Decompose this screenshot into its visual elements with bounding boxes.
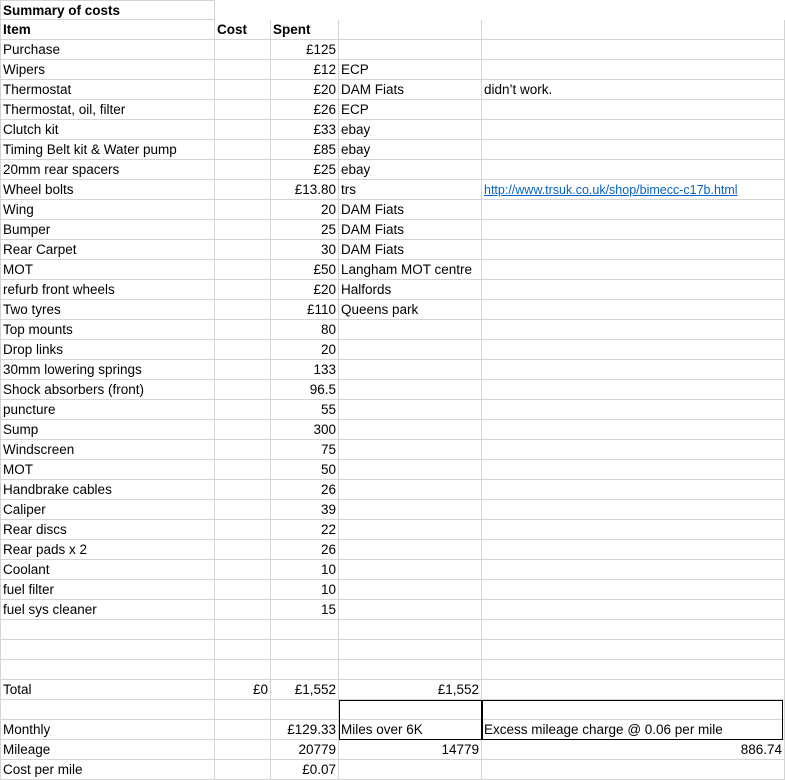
item-cell[interactable]: puncture (0, 400, 215, 420)
supplier-cell[interactable]: DAM Fiats (339, 80, 482, 100)
header-item[interactable]: Item (0, 20, 215, 40)
item-cell[interactable] (0, 620, 215, 640)
cost-cell[interactable] (215, 580, 271, 600)
item-cell[interactable]: MOT (0, 260, 215, 280)
table-row (0, 120, 785, 140)
supplier-cell[interactable] (339, 400, 482, 420)
note-cell[interactable] (482, 680, 785, 700)
table-row (0, 260, 785, 280)
table-row (0, 360, 785, 380)
note-cell[interactable] (482, 760, 785, 780)
item-cell[interactable]: Drop links (0, 340, 215, 360)
table-row (0, 180, 785, 200)
supplier-cell[interactable] (339, 660, 482, 680)
note-cell[interactable] (482, 480, 785, 500)
note-cell[interactable] (482, 400, 785, 420)
note-cell[interactable] (482, 260, 785, 280)
header-row (0, 20, 785, 40)
note-cell[interactable] (482, 620, 785, 640)
supplier-cell[interactable] (339, 600, 482, 620)
item-cell[interactable]: Clutch kit (0, 120, 215, 140)
supplier-cell[interactable]: Queens park (339, 300, 482, 320)
item-cell[interactable]: Total (0, 680, 215, 700)
table-row (0, 700, 785, 720)
cost-cell[interactable] (215, 60, 271, 80)
item-cell[interactable] (0, 660, 215, 680)
spent-cell[interactable] (271, 700, 339, 720)
note-cell[interactable] (482, 560, 785, 580)
spent-cell[interactable]: 133 (271, 360, 339, 380)
note-cell[interactable] (482, 580, 785, 600)
table-row (0, 620, 785, 640)
table-row (0, 460, 785, 480)
note-cell[interactable] (482, 420, 785, 440)
supplier-cell[interactable]: Langham MOT centre (339, 260, 482, 280)
spent-cell[interactable]: 20779 (271, 740, 339, 760)
note-cell[interactable] (482, 540, 785, 560)
item-cell[interactable]: Wipers (0, 60, 215, 80)
spent-cell[interactable]: £110 (271, 300, 339, 320)
table-row (0, 60, 785, 80)
table-row (0, 340, 785, 360)
table-row (0, 640, 785, 660)
table-row (0, 540, 785, 560)
table-row (0, 720, 785, 740)
cost-cell[interactable] (215, 560, 271, 580)
cost-cell[interactable] (215, 400, 271, 420)
table-row (0, 140, 785, 160)
item-cell[interactable]: Thermostat (0, 80, 215, 100)
note-cell[interactable] (482, 380, 785, 400)
spent-cell[interactable]: £125 (271, 40, 339, 60)
cost-cell[interactable] (215, 160, 271, 180)
table-row (0, 240, 785, 260)
title-cell[interactable]: Summary of costs (0, 0, 215, 20)
spent-cell[interactable]: 300 (271, 420, 339, 440)
cost-cell[interactable] (215, 500, 271, 520)
cost-cell[interactable] (215, 420, 271, 440)
cost-cell[interactable] (215, 140, 271, 160)
cost-cell[interactable] (215, 740, 271, 760)
cost-cell[interactable] (215, 600, 271, 620)
note-cell[interactable] (482, 640, 785, 660)
item-cell[interactable] (0, 700, 215, 720)
supplier-cell[interactable]: DAM Fiats (339, 200, 482, 220)
spent-cell[interactable]: £129.33 (271, 720, 339, 740)
item-cell[interactable]: Sump (0, 420, 215, 440)
supplier-cell[interactable] (339, 380, 482, 400)
supplier-cell[interactable]: ECP (339, 60, 482, 80)
table-row (0, 220, 785, 240)
note-cell[interactable] (482, 40, 785, 60)
cost-cell[interactable] (215, 200, 271, 220)
spent-cell[interactable]: 25 (271, 220, 339, 240)
spent-cell[interactable]: £20 (271, 80, 339, 100)
spent-cell[interactable]: 20 (271, 340, 339, 360)
item-cell[interactable]: Mileage (0, 740, 215, 760)
spent-cell[interactable]: 80 (271, 320, 339, 340)
note-cell[interactable] (482, 600, 785, 620)
table-row (0, 100, 785, 120)
note-cell[interactable] (482, 220, 785, 240)
cost-cell[interactable] (215, 280, 271, 300)
supplier-cell[interactable]: DAM Fiats (339, 240, 482, 260)
title-row (0, 0, 785, 20)
supplier-cell[interactable] (339, 420, 482, 440)
spent-cell[interactable]: 50 (271, 460, 339, 480)
note-cell[interactable] (482, 320, 785, 340)
table-row (0, 500, 785, 520)
item-cell[interactable] (0, 640, 215, 660)
cost-cell[interactable] (215, 540, 271, 560)
note-cell[interactable]: Excess mileage charge @ 0.06 per mile (482, 720, 785, 740)
spent-cell[interactable]: 20 (271, 200, 339, 220)
item-cell[interactable]: Purchase (0, 40, 215, 60)
supplier-cell[interactable] (339, 540, 482, 560)
note-cell[interactable] (482, 120, 785, 140)
cost-cell[interactable] (215, 640, 271, 660)
supplier-cell[interactable]: ebay (339, 160, 482, 180)
item-cell[interactable]: Windscreen (0, 440, 215, 460)
spent-cell[interactable] (271, 620, 339, 640)
supplier-cell[interactable]: £1,552 (339, 680, 482, 700)
table-row (0, 80, 785, 100)
spent-cell[interactable]: £12 (271, 60, 339, 80)
supplier-cell[interactable]: Halfords (339, 280, 482, 300)
header-spent[interactable]: Spent (271, 20, 339, 40)
cost-cell[interactable] (215, 760, 271, 780)
item-cell[interactable]: Two tyres (0, 300, 215, 320)
note-cell[interactable] (482, 60, 785, 80)
cost-cell[interactable] (215, 700, 271, 720)
header-cost[interactable]: Cost (215, 20, 271, 40)
item-cell[interactable]: MOT (0, 460, 215, 480)
cost-cell[interactable] (215, 660, 271, 680)
note-cell[interactable] (482, 500, 785, 520)
supplier-cell[interactable]: 14779 (339, 740, 482, 760)
cost-cell[interactable] (215, 180, 271, 200)
note-cell[interactable]: didn’t work. (482, 80, 785, 100)
note-cell[interactable] (482, 340, 785, 360)
cost-cell[interactable] (215, 100, 271, 120)
spent-cell[interactable]: 15 (271, 600, 339, 620)
cost-cell[interactable] (215, 720, 271, 740)
spent-cell[interactable]: 26 (271, 480, 339, 500)
supplier-cell[interactable] (339, 760, 482, 780)
supplier-cell[interactable] (339, 320, 482, 340)
table-row (0, 740, 785, 760)
note-cell[interactable] (482, 300, 785, 320)
item-cell[interactable]: Caliper (0, 500, 215, 520)
spent-cell[interactable]: £25 (271, 160, 339, 180)
supplier-cell[interactable]: ECP (339, 100, 482, 120)
spent-cell[interactable]: £20 (271, 280, 339, 300)
item-cell[interactable]: Rear discs (0, 520, 215, 540)
supplier-cell[interactable] (339, 580, 482, 600)
spent-cell[interactable]: £26 (271, 100, 339, 120)
note-cell[interactable] (482, 700, 785, 720)
supplier-cell[interactable] (339, 40, 482, 60)
header-empty-d[interactable] (339, 20, 482, 40)
cost-cell[interactable] (215, 520, 271, 540)
item-cell[interactable]: fuel filter (0, 580, 215, 600)
item-cell[interactable]: fuel sys cleaner (0, 600, 215, 620)
item-cell[interactable]: Cost per mile (0, 760, 215, 780)
link-cell[interactable]: http://www.trsuk.co.uk/shop/bimecc-c17b.html (482, 180, 785, 200)
spent-cell[interactable]: 10 (271, 580, 339, 600)
item-cell[interactable]: Coolant (0, 560, 215, 580)
cost-cell[interactable] (215, 380, 271, 400)
note-cell[interactable] (482, 160, 785, 180)
note-cell[interactable] (482, 200, 785, 220)
item-cell[interactable]: Wing (0, 200, 215, 220)
note-cell[interactable] (482, 240, 785, 260)
spent-cell[interactable] (271, 640, 339, 660)
table-row (0, 600, 785, 620)
supplier-cell[interactable] (339, 460, 482, 480)
supplier-cell[interactable]: Miles over 6K (339, 720, 482, 740)
spent-cell[interactable]: £1,552 (271, 680, 339, 700)
item-cell[interactable]: Monthly (0, 720, 215, 740)
item-cell[interactable]: Handbrake cables (0, 480, 215, 500)
table-row (0, 380, 785, 400)
cost-cell[interactable] (215, 440, 271, 460)
table-row (0, 580, 785, 600)
note-cell[interactable] (482, 460, 785, 480)
cost-cell[interactable] (215, 320, 271, 340)
item-cell[interactable]: 30mm lowering springs (0, 360, 215, 380)
table-row (0, 280, 785, 300)
supplier-cell[interactable]: ebay (339, 140, 482, 160)
supplier-cell[interactable] (339, 700, 482, 720)
table-row (0, 520, 785, 540)
header-empty-e[interactable] (482, 20, 785, 40)
cost-cell[interactable] (215, 80, 271, 100)
cost-cell[interactable] (215, 340, 271, 360)
cost-cell[interactable] (215, 620, 271, 640)
cost-cell[interactable] (215, 260, 271, 280)
spent-cell[interactable]: 30 (271, 240, 339, 260)
spent-cell[interactable]: £85 (271, 140, 339, 160)
note-cell[interactable] (482, 360, 785, 380)
supplier-cell[interactable]: ebay (339, 120, 482, 140)
item-cell[interactable]: Shock absorbers (front) (0, 380, 215, 400)
spent-cell[interactable] (271, 660, 339, 680)
item-cell[interactable]: Wheel bolts (0, 180, 215, 200)
item-cell[interactable]: 20mm rear spacers (0, 160, 215, 180)
supplier-cell[interactable] (339, 620, 482, 640)
cost-cell[interactable] (215, 480, 271, 500)
table-row (0, 320, 785, 340)
note-cell[interactable] (482, 280, 785, 300)
table-row (0, 400, 785, 420)
spent-cell[interactable]: 39 (271, 500, 339, 520)
cost-cell[interactable] (215, 460, 271, 480)
cost-cell[interactable] (215, 120, 271, 140)
table-row (0, 160, 785, 180)
spent-cell[interactable]: 55 (271, 400, 339, 420)
spent-cell[interactable]: £13.80 (271, 180, 339, 200)
note-cell[interactable]: 886.74 (482, 740, 785, 760)
note-cell[interactable] (482, 100, 785, 120)
item-cell[interactable]: Bumper (0, 220, 215, 240)
table-row (0, 480, 785, 500)
table-row (0, 300, 785, 320)
cost-cell[interactable] (215, 300, 271, 320)
table-row (0, 760, 785, 780)
spent-cell[interactable]: £0.07 (271, 760, 339, 780)
supplier-cell[interactable] (339, 360, 482, 380)
supplier-cell[interactable]: trs (339, 180, 482, 200)
supplier-cell[interactable] (339, 500, 482, 520)
table-row (0, 420, 785, 440)
supplier-cell[interactable] (339, 440, 482, 460)
cost-cell[interactable] (215, 360, 271, 380)
spent-cell[interactable]: £50 (271, 260, 339, 280)
item-cell[interactable]: Rear pads x 2 (0, 540, 215, 560)
note-cell[interactable] (482, 140, 785, 160)
supplier-cell[interactable] (339, 560, 482, 580)
note-cell[interactable] (482, 440, 785, 460)
supplier-cell[interactable] (339, 640, 482, 660)
cost-cell[interactable] (215, 220, 271, 240)
note-cell[interactable] (482, 520, 785, 540)
table-row (0, 440, 785, 460)
table-row (0, 660, 785, 680)
spent-cell[interactable]: 96.5 (271, 380, 339, 400)
supplier-cell[interactable] (339, 480, 482, 500)
item-cell[interactable]: Thermostat, oil, filter (0, 100, 215, 120)
spent-cell[interactable]: 10 (271, 560, 339, 580)
spent-cell[interactable]: 22 (271, 520, 339, 540)
supplier-cell[interactable] (339, 340, 482, 360)
table-row (0, 560, 785, 580)
spent-cell[interactable]: 75 (271, 440, 339, 460)
item-cell[interactable]: Rear Carpet (0, 240, 215, 260)
cost-cell[interactable] (215, 40, 271, 60)
cost-cell[interactable]: £0 (215, 680, 271, 700)
item-cell[interactable]: Timing Belt kit & Water pump (0, 140, 215, 160)
table-row (0, 40, 785, 60)
table-row (0, 200, 785, 220)
supplier-cell[interactable]: DAM Fiats (339, 220, 482, 240)
table-row (0, 680, 785, 700)
spent-cell[interactable]: £33 (271, 120, 339, 140)
cost-cell[interactable] (215, 240, 271, 260)
spent-cell[interactable]: 26 (271, 540, 339, 560)
item-cell[interactable]: refurb front wheels (0, 280, 215, 300)
note-cell[interactable] (482, 660, 785, 680)
item-cell[interactable]: Top mounts (0, 320, 215, 340)
supplier-cell[interactable] (339, 520, 482, 540)
